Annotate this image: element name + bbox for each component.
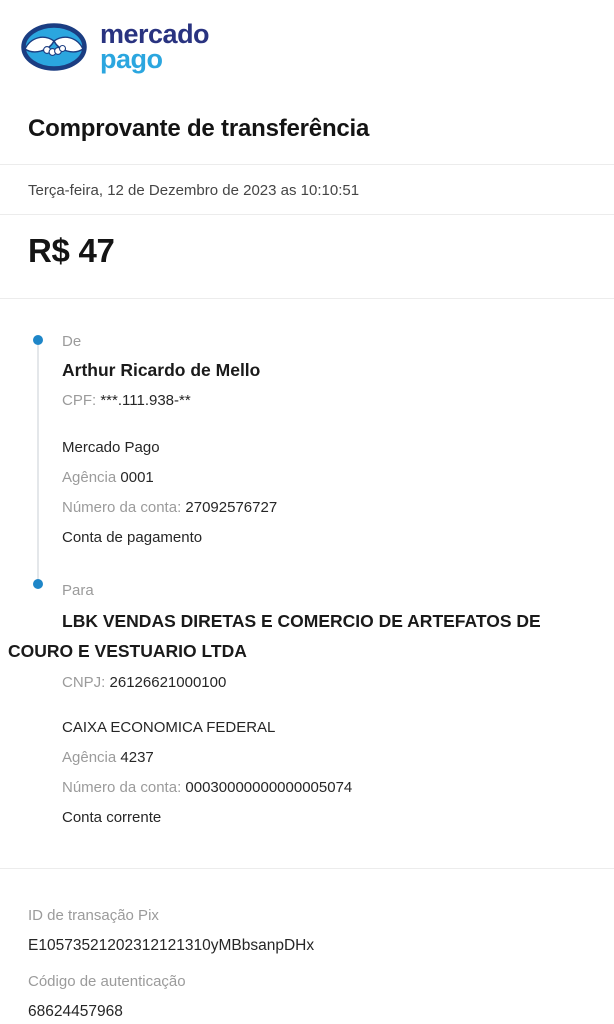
recipient-account-row <box>62 773 586 803</box>
sender-bank-details <box>62 433 586 553</box>
transfer-amount: R$ 47 <box>28 232 115 269</box>
recipient-document-value: 26126621000100 <box>109 674 227 691</box>
sender-account-value: 27092576727 <box>185 499 278 516</box>
sender-document-value: ***.111.938-** <box>100 392 191 409</box>
brand-header <box>0 0 614 72</box>
recipient-bank-details <box>62 713 586 833</box>
recipient-agency-value: 4237 <box>120 749 154 766</box>
transfer-timeline <box>0 299 614 833</box>
auth-code-label: Código de autenticação <box>28 973 186 990</box>
receipt-footer <box>0 869 614 1021</box>
sender-bank-name: Mercado Pago <box>62 439 160 456</box>
handshake-icon <box>21 23 87 71</box>
sender-account-row <box>62 493 586 523</box>
sender-document-label: CPF: <box>62 392 97 409</box>
pix-transaction-id-value: E10573521202312121310yMBbsanpDHx <box>28 937 315 954</box>
recipient-agency-label: Agência <box>62 749 117 766</box>
sender-label: De <box>62 333 82 350</box>
sender-name: Arthur Ricardo de Mello <box>62 360 261 380</box>
sender-agency-row <box>62 463 586 493</box>
recipient-agency-row <box>62 743 586 773</box>
recipient-account-type: Conta corrente <box>62 809 162 826</box>
sender-account-label: Número da conta: <box>62 499 182 516</box>
brand-word-mercado: mercado <box>100 19 210 49</box>
recipient-account-label: Número da conta: <box>62 779 182 796</box>
page-title: Comprovante de transferência <box>28 115 370 142</box>
auth-code-value: 68624457968 <box>28 1003 123 1020</box>
recipient-bank-name: CAIXA ECONOMICA FEDERAL <box>62 719 276 736</box>
brand-word-pago: pago <box>100 44 163 74</box>
divider <box>0 214 614 215</box>
recipient-document-label: CNPJ: <box>62 674 106 691</box>
recipient-name: LBK VENDAS DIRETAS E COMERCIO DE ARTEFATOS DE COURO E VESTUARIO LTDA <box>8 611 541 661</box>
sender-account-type: Conta de pagamento <box>62 529 203 546</box>
pix-transaction-id-label: ID de transação Pix <box>28 907 159 924</box>
sender-agency-value: 0001 <box>120 469 154 486</box>
timeline-dot-icon <box>33 579 43 589</box>
sender-document <box>62 391 586 411</box>
timeline-dot-icon <box>33 335 43 345</box>
sender-section <box>0 326 614 553</box>
sender-agency-label: Agência <box>62 469 117 486</box>
transfer-datetime: Terça-feira, 12 de Dezembro de 2023 as 10:10:51 <box>28 182 360 199</box>
recipient-account-value: 00030000000000005074 <box>185 779 353 796</box>
recipient-label: Para <box>62 582 94 599</box>
recipient-document <box>62 673 586 693</box>
recipient-section <box>0 575 614 833</box>
brand-wordmark <box>100 19 210 74</box>
